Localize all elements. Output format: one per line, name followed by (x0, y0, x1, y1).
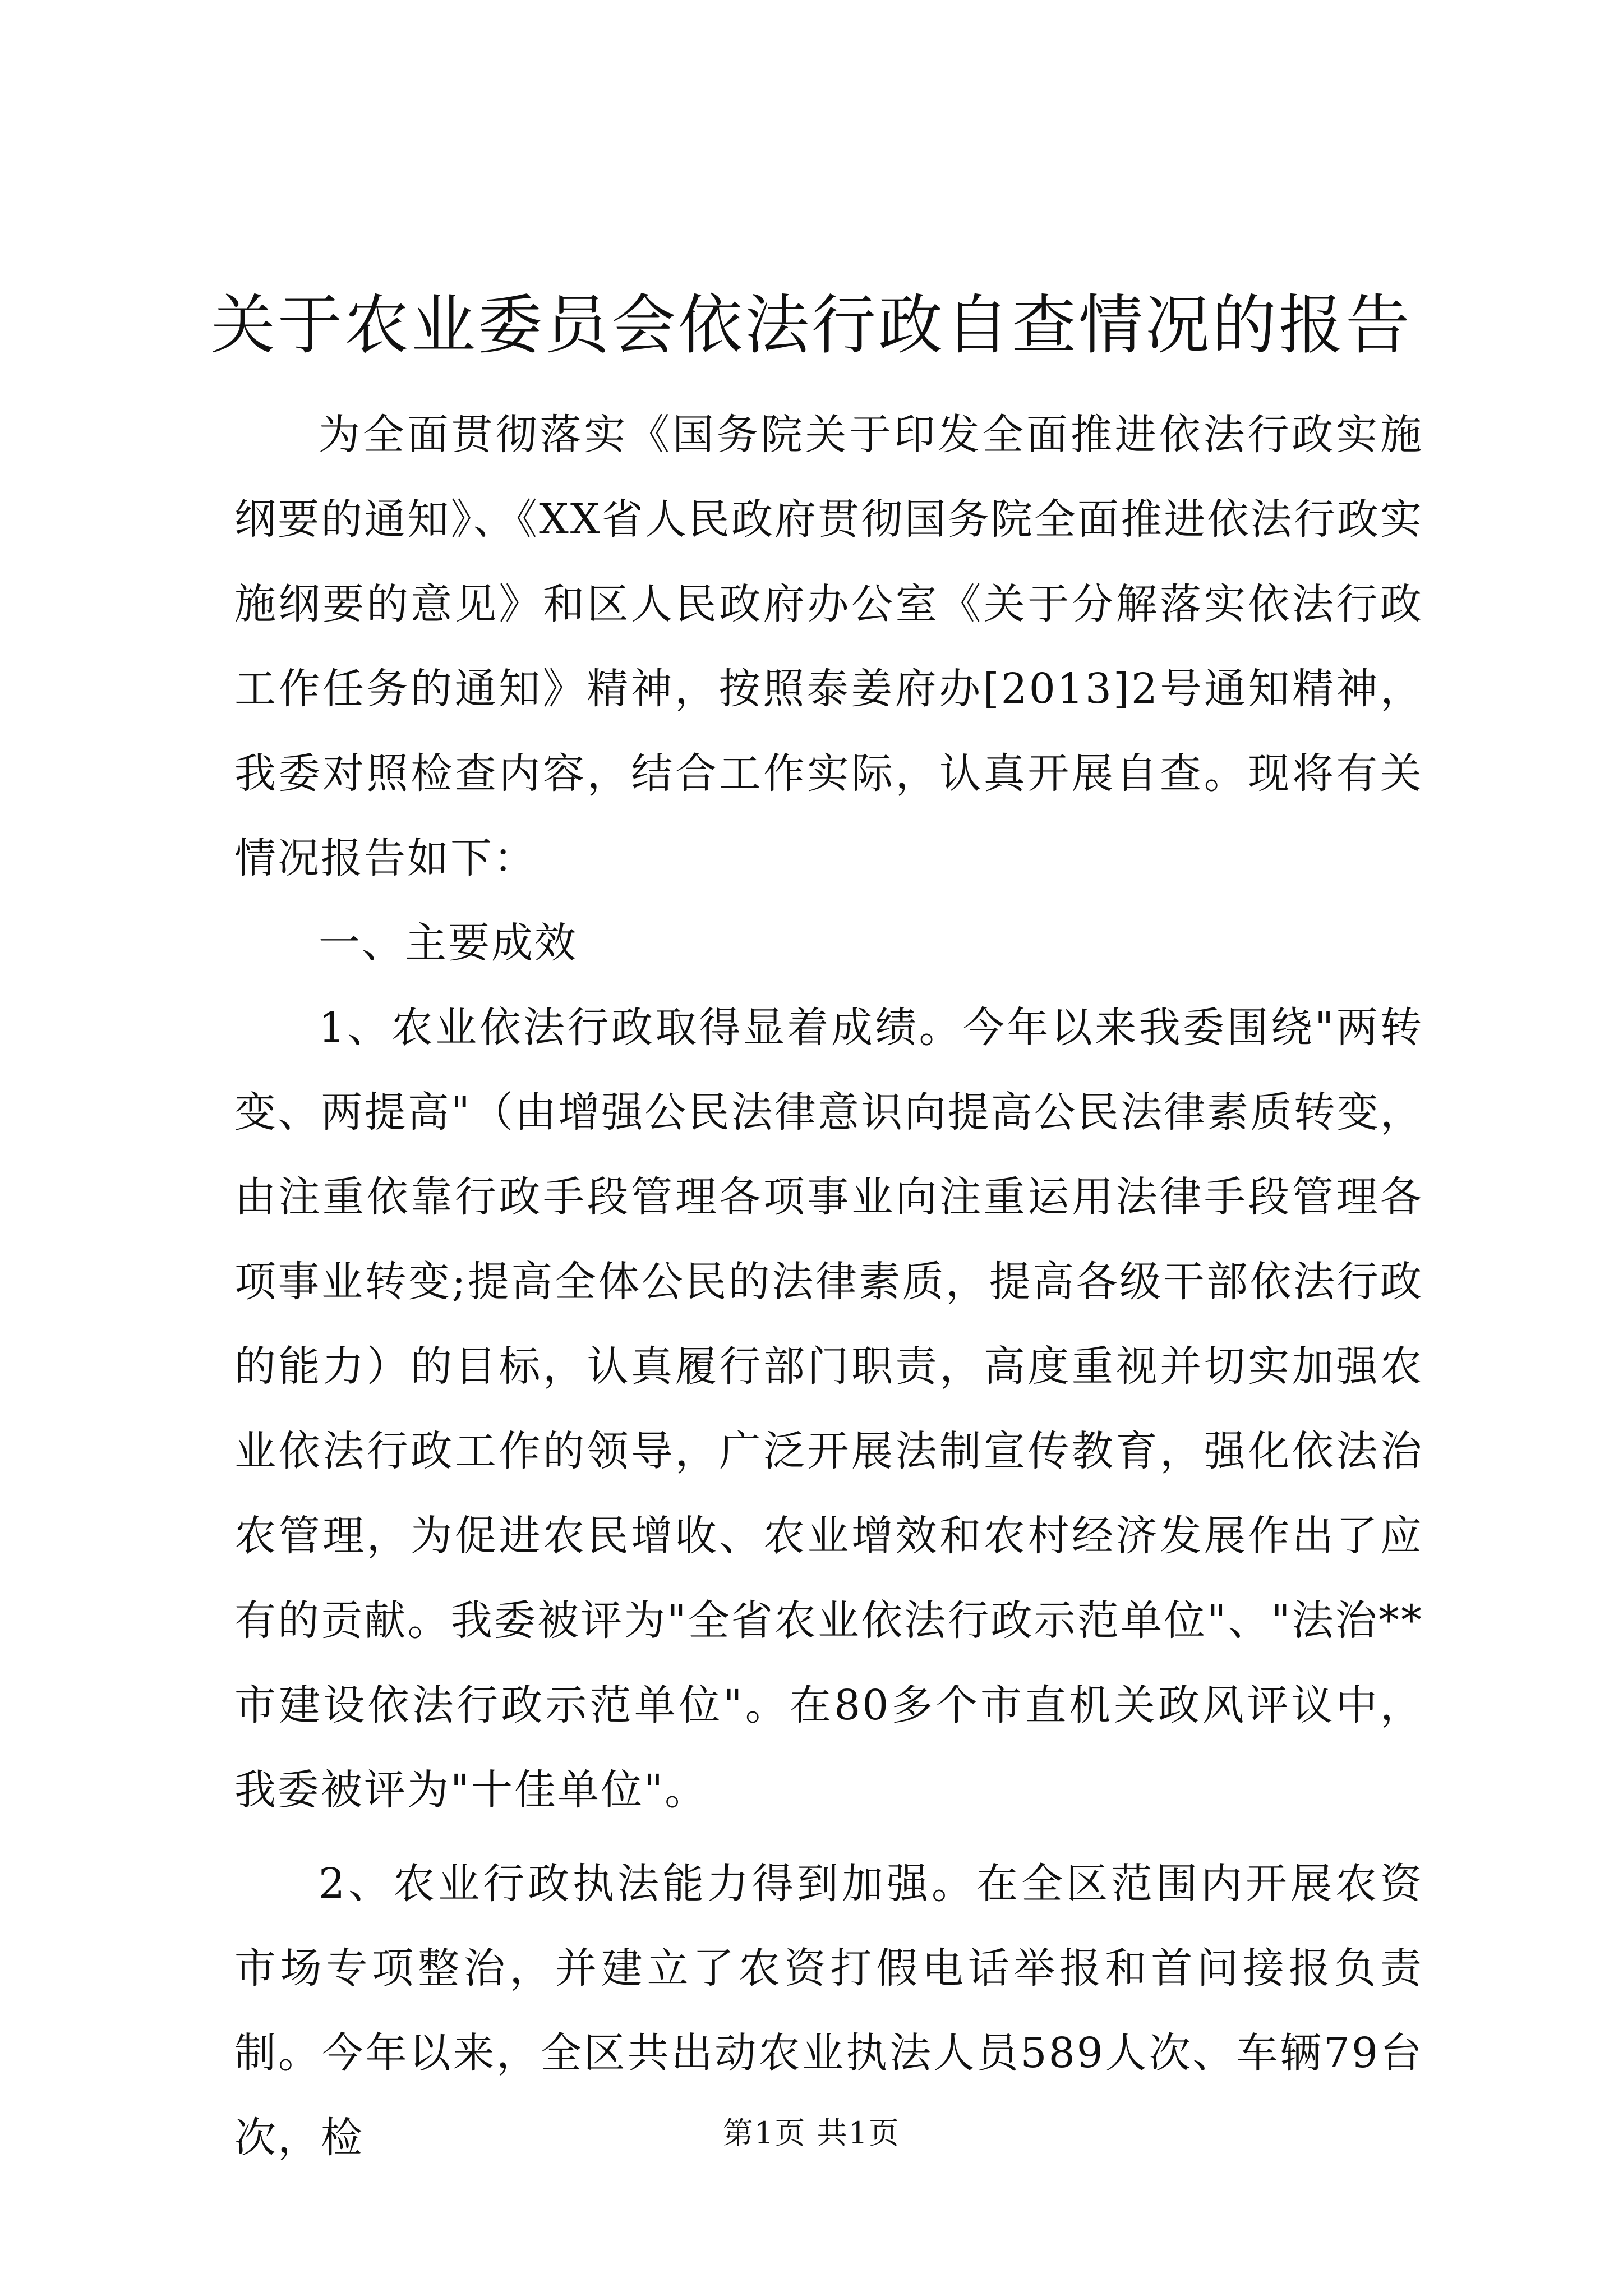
document-title: 关于农业委员会依法行政自查情况的报告 (210, 288, 1412, 363)
section-heading-main-results: 一、主要成效 (319, 919, 578, 967)
document-body (234, 393, 1423, 2180)
page-footer: 第1页 共1页 (723, 2115, 900, 2151)
paragraph-intro: 为全面贯彻落实《国务院关于印发全面推进依法行政实施纲要的通知》、《XX省人民政府贯彻国务院全面推进依法行政实施纲要的意见》和区人民政府办公室《关于分解落实依法行政工作任务的通知》精神，按照泰姜府办[2013]2号通知精神，我委对照检查内容，结合工作实际，认真开展自查。现将有关情况报告如下： (234, 411, 1423, 882)
paragraph-item-2: 2、农业行政执法能力得到加强。在全区范围内开展农资市场专项整治，并建立了农资打假电话举报和首问接报负责制。今年以来，全区共出动农业执法人员589人次、车辆79台次，检 (234, 1860, 1423, 2162)
paragraph-item-1: 1、农业依法行政取得显着成绩。今年以来我委围绕"两转变、两提高"（由增强公民法律意识向提高公民法律素质转变，由注重依靠行政手段管理各项事业向注重运用法律手段管理各项事业转变;提高全体公民的法律素质，提高各级干部依法行政的能力）的目标，认真履行部门职责，高度重视并切实加强农业依法行政工作的领导，广泛开展法制宣传教育，强化依法治农管理，为促进农民增收、农业增效和农村经济发展作出了应有的贡献。我委被评为"全省农业依法行政示范单位"、"法治**市建设依法行政示范单位"。在80多个市直机关政风评议中，我委被评为"十佳单位"。 (234, 1004, 1423, 1814)
